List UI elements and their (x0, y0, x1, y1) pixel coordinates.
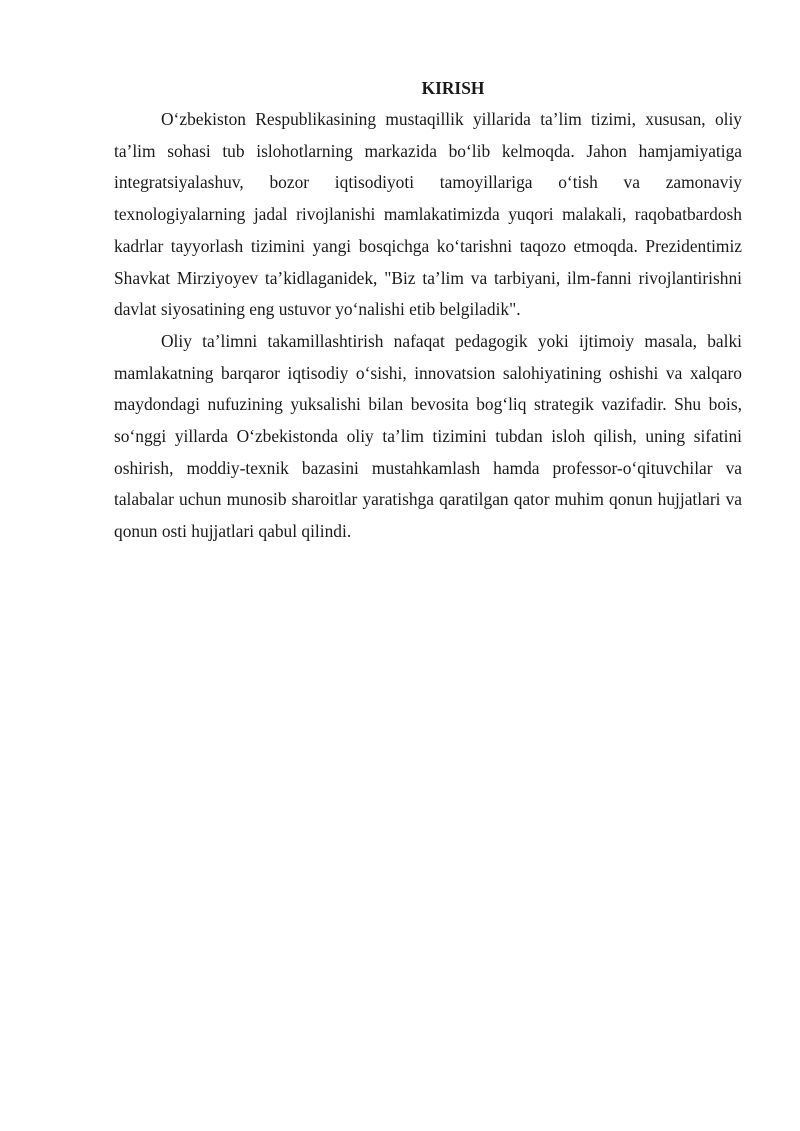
document-body (114, 74, 742, 548)
paragraph-reform: Oliy ta’limni takamillashtirish nafaqat pedagogik yoki ijtimoiy masala, balki mamlakatning barqaror iqtisodiy o‘sishi, innovatsion salohiyatining oshishi va xalqaro maydondagi nufuzining yuksalishi bilan bevosita bog‘liq strategik vazifadir. Shu bois, so‘nggi yillarda O‘zbekistonda oliy ta’lim tizimini tubdan isloh qilish, uning sifatini oshirish, moddiy-texnik bazasini mustahkamlash hamda professor-o‘qituvchilar va talabalar uchun munosib sharoitlar yaratishga qaratilgan qator muhim qonun hujjatlari va qonun osti hujjatlari qabul qilindi. (114, 330, 742, 542)
page-title: KIRISH (421, 78, 485, 98)
paragraph-intro: O‘zbekiston Respublikasining mustaqillik yillarida ta’lim tizimi, xususan, oliy ta’lim sohasi tub islohotlarning markazida bo‘lib kelmoqda. Jahon hamjamiyatiga integratsiyalashuv, bozor iqtisodiyoti tamoyillariga o‘tish va zamonaviy texnologiyalarning jadal rivojlanishi mamlakatimizda yuqori malakali, raqobatbardosh kadrlar tayyorlash tizimini yangi bosqichga ko‘tarishni taqozo etmoqda. Prezidentimiz Shavkat Mirziyoyev ta’kidlaganidek, "Biz ta’lim va tarbiyani, ilm-fanni rivojlantirishni davlat siyosatining eng ustuvor yo‘nalishi etib belgiladik". (114, 109, 742, 320)
